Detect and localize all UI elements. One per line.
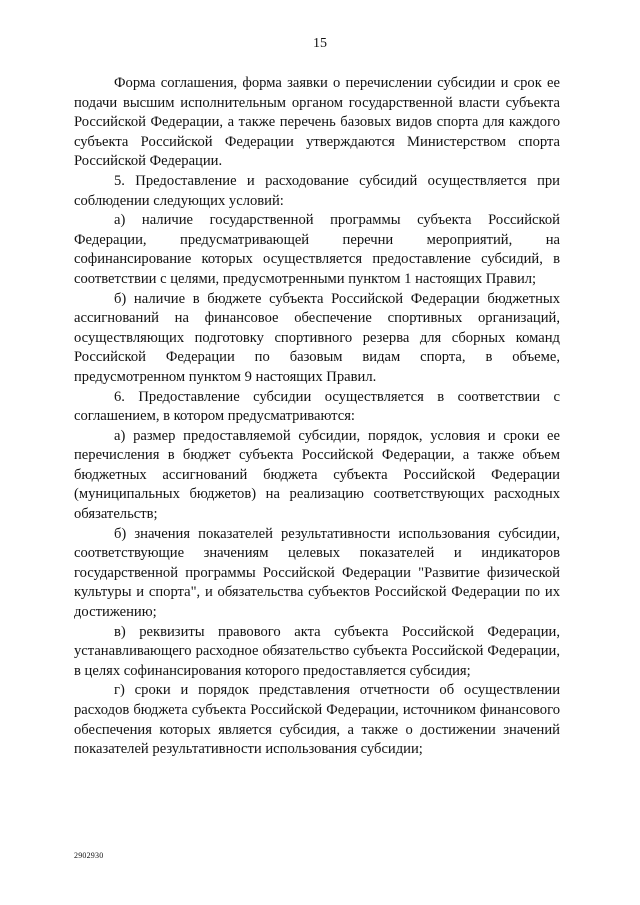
document-code: 2902930 [74,851,104,860]
paragraph-item-6-a: а) размер предоставляемой субсидии, порядок, условия и сроки ее перечисления в бюджет субъекта Российской Федерации, а также объем бюджетных ассигнований бюджета субъекта Российской Федерации (муниципальных бюджетов) на реализацию соответствующих расходных обязательств; [74,427,560,523]
paragraph-item-5-b: б) наличие в бюджете субъекта Российской Федерации бюджетных ассигнований на финансовое обеспечение спортивных организаций, осуществляющих подготовку спортивного резерва для сборных команд Российской Федерации по базовым видам спорта, в объеме, предусмотренном пунктом 9 настоящих Правил. [74,290,560,385]
paragraph-item-5: 5. Предоставление и расходование субсидий осуществляется при соблюдении следующих условий: [74,172,560,209]
document-body [74,74,560,760]
paragraph-item-5-a: а) наличие государственной программы субъекта Российской Федерации, предусматривающей перечни мероприятий, на софинансирование которых осуществляется предоставление субсидий, в соответствии с целями, предусмотренными пунктом 1 настоящих Правил; [74,212,560,287]
paragraph-form-of-agreement: Форма соглашения, форма заявки о перечислении субсидии и срок ее подачи высшим исполнительным органом государственной власти субъекта Российской Федерации, а также перечень базовых видов спорта для каждого субъекта Российской Федерации утверждаются Министерством спорта Российской Федерации. [74,75,560,170]
page-number: 15 [313,36,327,51]
paragraph-item-6-b: б) значения показателей результативности использования субсидии, соответствующие значениям целевых показателей и индикаторов государственной программы Российской Федерации "Развитие физической культуры и спорта", и обязательства субъектов Российской Федерации по их достижению; [74,525,560,621]
paragraph-item-6-v: в) реквизиты правового акта субъекта Российской Федерации, устанавливающего расходное обязательство субъекта Российской Федерации, в целях софинансирования которого предоставляется субсидия; [74,623,560,679]
paragraph-item-6: 6. Предоставление субсидии осуществляется в соответствии с соглашением, в котором предусматриваются: [74,388,560,425]
paragraph-item-6-g: г) сроки и порядок представления отчетности об осуществлении расходов бюджета субъекта Российской Федерации, источником финансового обеспечения которых является субсидия, а также о достижении значений показателей результативности использования субсидии; [74,682,560,758]
